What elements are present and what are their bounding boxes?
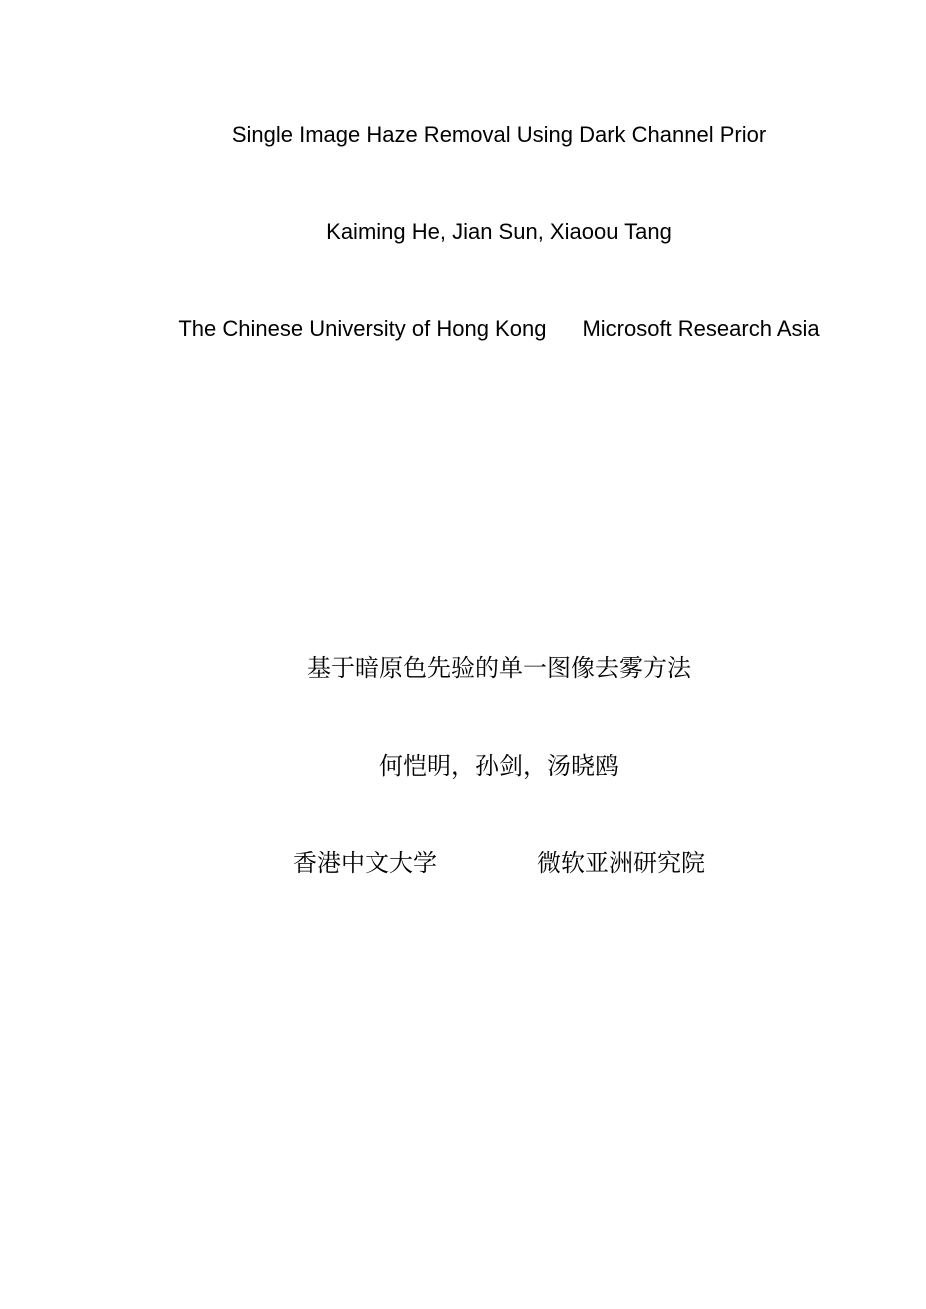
affiliations-chinese (36, 851, 926, 875)
affiliation-cuhk-english: The Chinese University of Hong Kong (178, 316, 547, 341)
author-list-english: Kaiming He, Jian Sun, Xiaoou Tang (326, 219, 672, 244)
author-list-chinese: 何恺明，孙剑，汤晓鸥 (379, 752, 619, 780)
affiliation-msra-english: Microsoft Research Asia (582, 316, 820, 341)
affiliation-cuhk-chinese: 香港中文大学 (293, 849, 437, 877)
affiliations-english (36, 318, 926, 340)
paper-title-chinese: 基于暗原色先验的单一图像去雾方法 (307, 654, 691, 682)
paper-title-english: Single Image Haze Removal Using Dark Channel Prior (231, 122, 767, 147)
affiliation-msra-chinese: 微软亚洲研究院 (537, 849, 705, 877)
